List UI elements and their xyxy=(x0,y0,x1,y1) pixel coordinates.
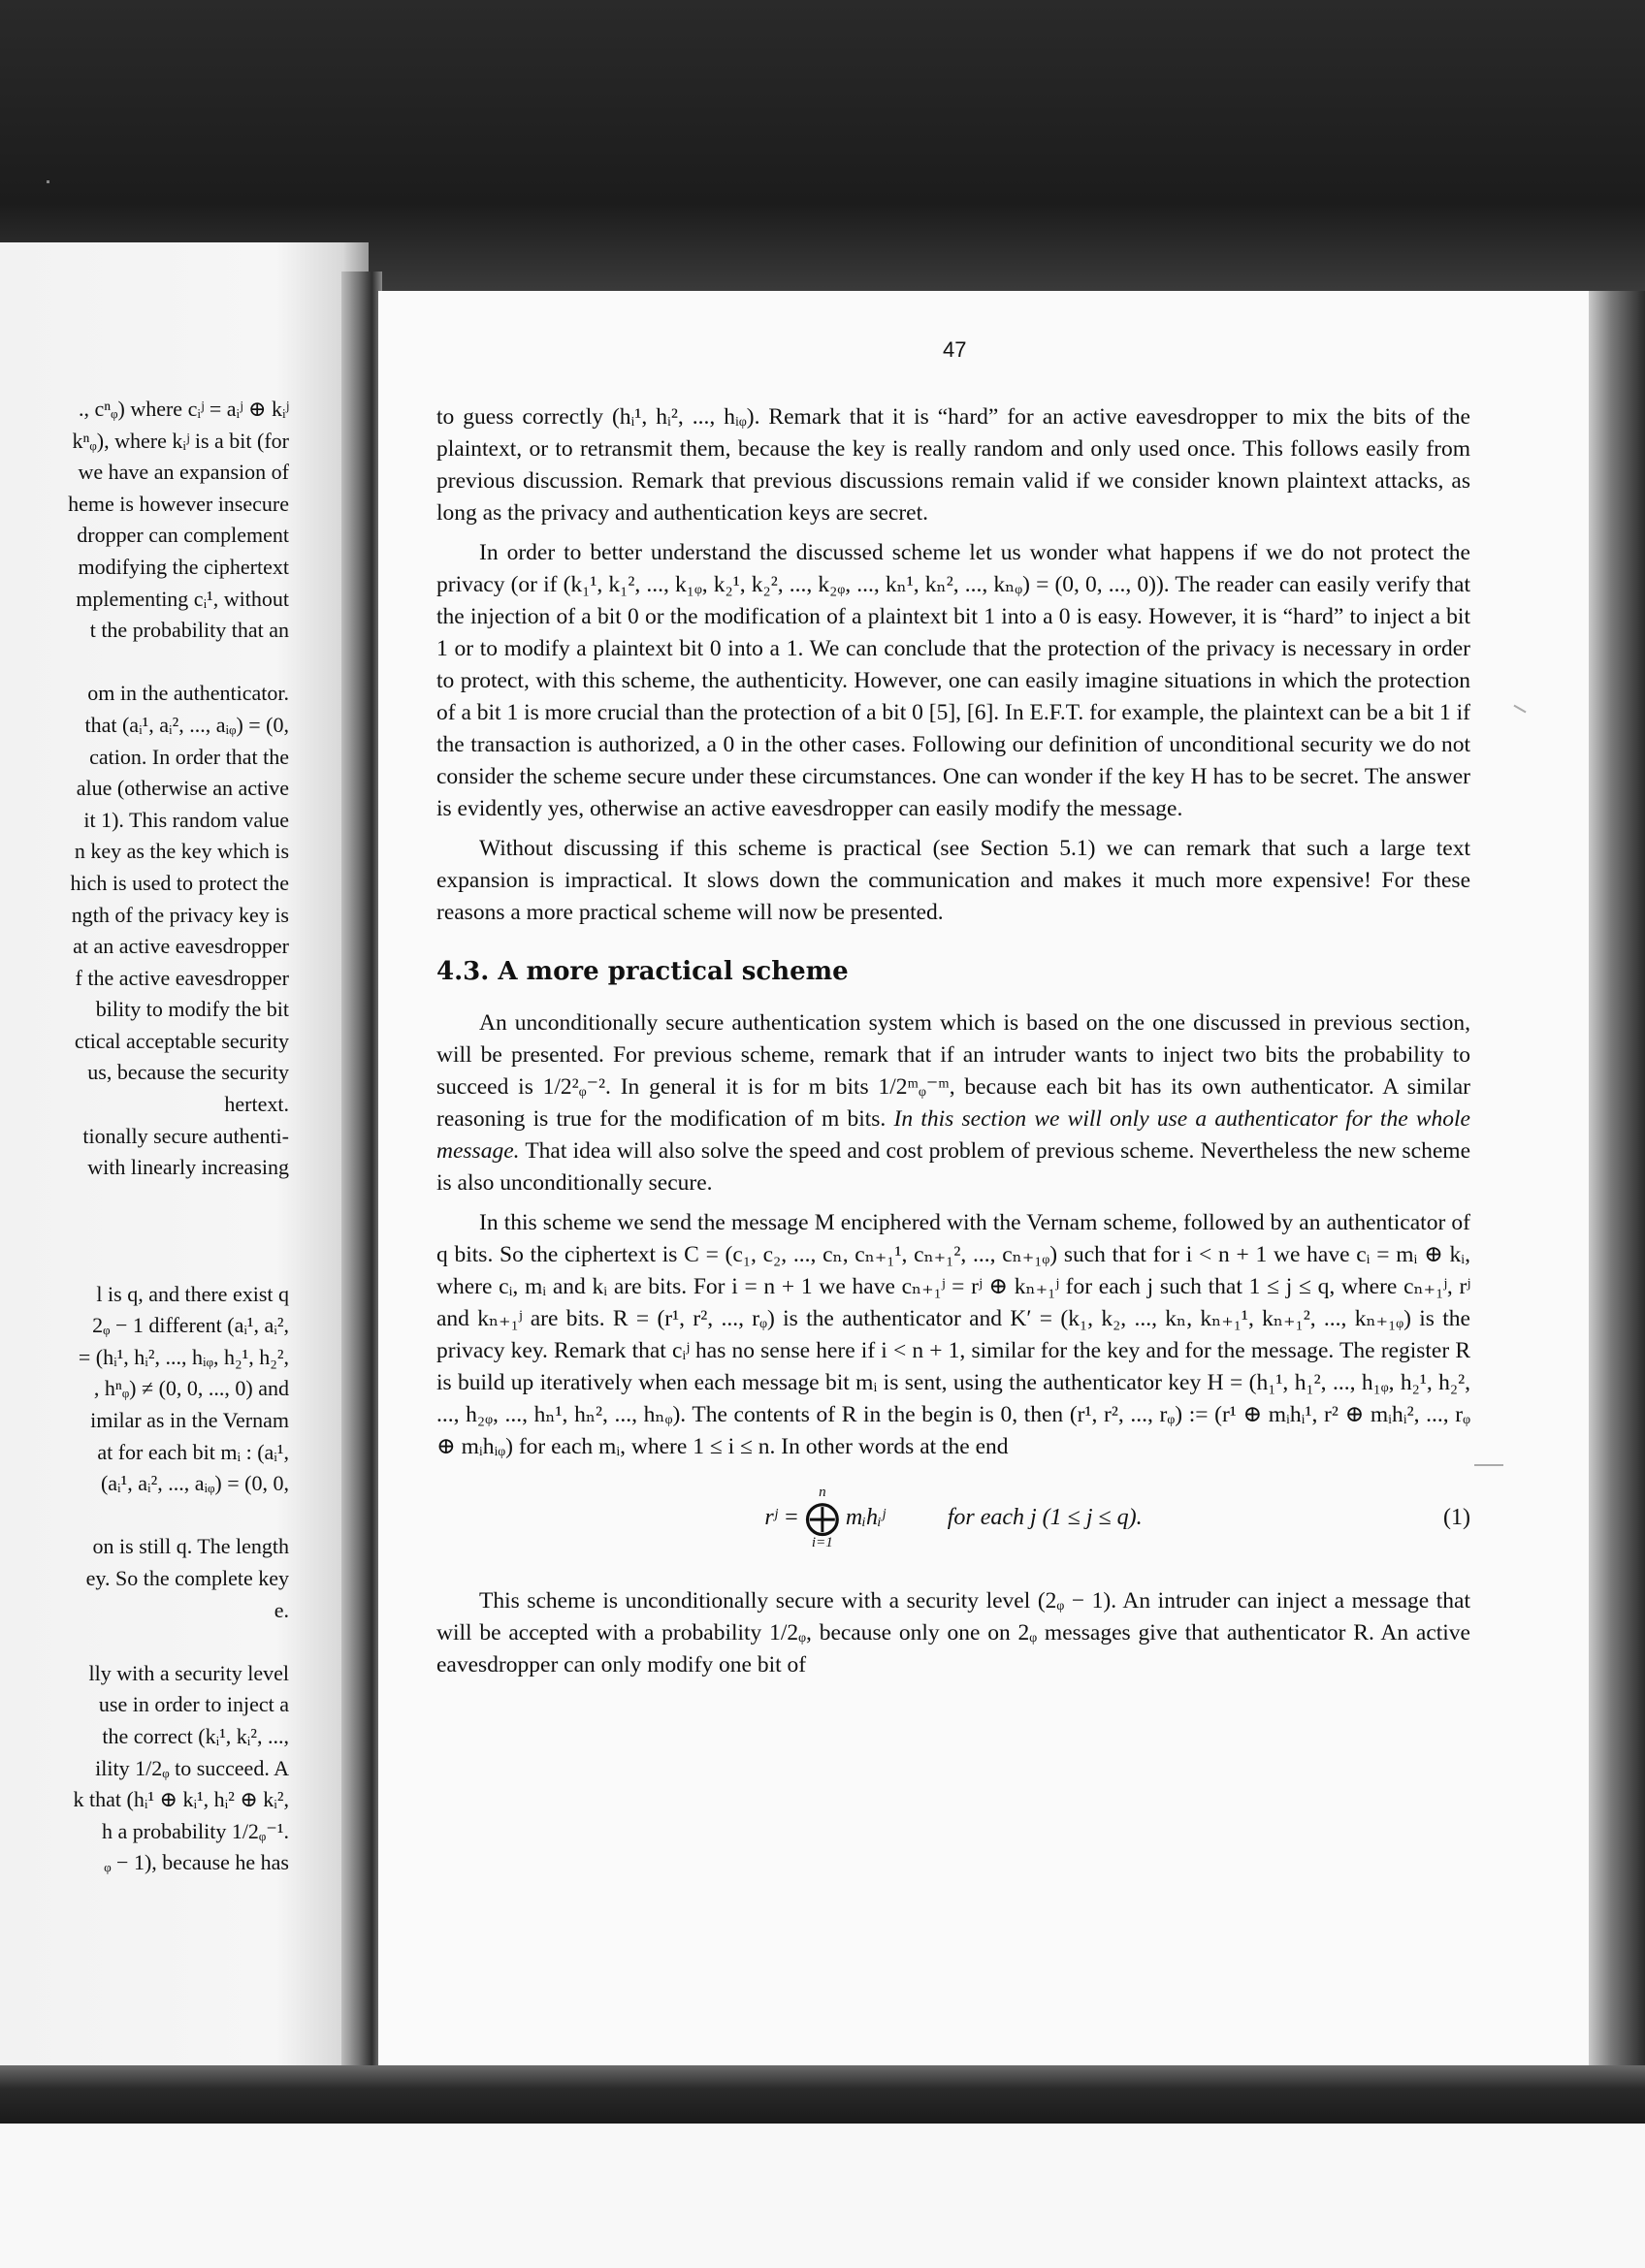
left-page-line: alue (otherwise an active xyxy=(76,776,289,801)
left-page-line: cation. In order that the xyxy=(89,744,289,769)
equation-condition: for each j (1 ≤ j ≤ q). xyxy=(947,1504,1143,1530)
left-page-line: at for each bit mᵢ : (aᵢ¹, xyxy=(97,1439,289,1464)
left-page-line: ctical acceptable security xyxy=(74,1028,289,1053)
scan-margin-bottom xyxy=(0,2124,1645,2268)
intro-tail: That idea will also solve the speed and cost problem of previous scheme. Nevertheless the new scheme is also unconditionally secure. xyxy=(436,1138,1471,1196)
intro-text: An unconditionally secure authentication system which is based on the one discussed in previous section, will be presented. For previous scheme, remark that if an intruder wants to inject two bits the probability to succeed is 1/2²ᵩ⁻². In general it is for m bits 1/2ᵐᵩ⁻ᵐ, because each bit has its own authenticator. A similar reasoning is true for the modification of m bits. xyxy=(436,1010,1470,1132)
left-page-line xyxy=(68,1247,289,1279)
left-page-line: it 1). This random value xyxy=(83,807,289,832)
left-page-line xyxy=(68,1500,289,1532)
left-page-line: l is q, and there exist q xyxy=(96,1281,289,1306)
paragraph-scheme-definition: In this scheme we send the message M enciphered with the Vernam scheme, followed by an authenticator of q bits. So the ciphertext is C = (c₁, c₂, ..., cₙ, cₙ₊₁¹, cₙ₊₁², ..., cₙ₊₁ᵩ) such that for i < n + 1 we have cᵢ = mᵢ ⊕ kᵢ, where cᵢ, mᵢ and kᵢ are bits. For i = n + 1 we have cₙ₊₁ʲ = rʲ ⊕ kₙ₊₁ʲ for each j such that 1 ≤ j ≤ q, where cₙ₊₁ʲ, rʲ and kₙ₊₁ʲ are bits. R = (r¹, r², ..., rᵩ) is the authenticator and K′ = (k₁, k₂, ..., kₙ, kₙ₊₁¹, kₙ₊₁², ..., kₙ₊₁ᵩ) is the privacy key. Remark that cᵢʲ has no sense here if i < n + 1, similar for the key and for the message. The register R is build up iteratively when each message bit mᵢ is sent, using the authenticator key H = (h₁¹, h₁², ..., h₁ᵩ, h₂¹, h₂², ..., h₂ᵩ, ..., hₙ¹, hₙ², ..., hₙᵩ). The contents of R in the begin is 0, then (r¹, r², ..., rᵩ) := (r¹ ⊕ mᵢhᵢ¹, r² ⊕ mᵢhᵢ², ..., rᵩ ⊕ mᵢhᵢᵩ) for each mᵢ, where 1 ≤ i ≤ n. In other words at the end xyxy=(436,1210,1470,1459)
left-page-line: ., cⁿᵩ) where cᵢʲ = aᵢʲ ⊕ kᵢʲ xyxy=(78,397,289,421)
main-text xyxy=(436,401,1470,1689)
left-page-line: e. xyxy=(274,1597,289,1622)
left-page-line: us, because the security xyxy=(87,1060,289,1085)
scan-background-bottom xyxy=(0,2065,1645,2124)
left-page-line: t the probability that an xyxy=(89,618,289,643)
left-page-line: with linearly increasing xyxy=(87,1155,289,1180)
left-page xyxy=(0,242,369,2085)
left-page-line: the correct (kᵢ¹, kᵢ², ..., xyxy=(102,1723,289,1748)
left-page-line: h a probability 1/2ᵩ⁻¹. xyxy=(102,1818,289,1843)
left-page-line xyxy=(68,1626,289,1658)
left-page-line: kⁿᵩ), where kᵢʲ is a bit (for xyxy=(72,428,289,453)
left-page-line: imilar as in the Vernam xyxy=(90,1408,289,1432)
left-page-line: ility 1/2ᵩ to succeed. A xyxy=(95,1755,289,1780)
left-page-line xyxy=(68,647,289,679)
paragraph-new-scheme-intro xyxy=(436,1007,1470,1199)
left-page-line: lly with a security level xyxy=(88,1660,289,1685)
left-page-line xyxy=(68,1215,289,1247)
left-page-line: at an active eavesdropper xyxy=(73,934,289,959)
section-heading: 4.3. A more practical scheme xyxy=(436,957,849,986)
left-page-line: k that (hᵢ¹ ⊕ kᵢ¹, hᵢ² ⊕ kᵢ², xyxy=(73,1787,289,1812)
equation-body: mᵢhᵢʲ xyxy=(845,1504,886,1530)
paragraph-practicality: Without discussing if this scheme is practical (see Section 5.1) we can remark that such a large text expansion is impractical. It slows down the communication and makes it much more expensive! For these reasons a more practical scheme will now be presented. xyxy=(436,836,1470,925)
page-edge-shadow xyxy=(1589,291,1645,2075)
left-page-line: we have an expansion of xyxy=(78,460,289,485)
left-page-line: hertext. xyxy=(224,1092,289,1117)
left-page-line: ᵩ − 1), because he has xyxy=(104,1850,289,1875)
page-number: 47 xyxy=(943,337,967,362)
left-page-line: n key as the key which is xyxy=(74,839,289,864)
scan-speck xyxy=(1474,1464,1503,1466)
operator-lower: i=1 xyxy=(811,1535,833,1550)
left-page-line: that (aᵢ¹, aᵢ², ..., aᵢᵩ) = (0, xyxy=(84,712,289,737)
left-page-line: modifying the ciphertext xyxy=(78,554,289,579)
equation-lhs: rʲ = xyxy=(764,1504,799,1530)
left-page-line: om in the authenticator. xyxy=(87,681,289,706)
book-gutter xyxy=(341,272,382,2075)
left-page-line: ngth of the privacy key is xyxy=(71,902,289,927)
paragraph-security-level: This scheme is unconditionally secure with a security level (2ᵩ − 1). An intruder can inject a message that will be accepted with a probability 1/2ᵩ, because only one on 2ᵩ messages give that authenticator R. An active eavesdropper can only modify one bit of xyxy=(436,1588,1470,1677)
left-page-line: on is still q. The length xyxy=(92,1534,289,1559)
left-page-line: (aᵢ¹, aᵢ², ..., aᵢᵩ) = (0, 0, xyxy=(100,1471,289,1496)
left-page-line: hich is used to protect the xyxy=(70,870,289,895)
left-page-line: f the active eavesdropper xyxy=(75,965,289,990)
equation-1 xyxy=(436,1473,1470,1562)
left-page-line: use in order to inject a xyxy=(98,1692,289,1717)
left-page-line: , hⁿᵩ) ≠ (0, 0, ..., 0) and xyxy=(93,1376,289,1401)
left-page-line: bility to modify the bit xyxy=(95,997,289,1022)
left-page-line: heme is however insecure xyxy=(68,491,289,516)
equation-operator xyxy=(805,1485,840,1550)
left-page-text xyxy=(68,394,289,1879)
paragraph-privacy-discussion: In order to better understand the discussed scheme let us wonder what happens if we do not protect the privacy (or if (k₁¹, k₁², ..., k₁ᵩ, k₂¹, k₂², ..., k₂ᵩ, ..., kₙ¹, kₙ², ..., kₙᵩ) = (0, 0, ..., 0)). The reader can easily verify that the injection of a bit 0 or the modification of a plaintext bit 1 into a 0 is easy. However, it is “hard” to inject a bit 1 or to modify a plaintext bit 0 into a 1. We can conclude that the protection of the privacy is necessary in order to protect, with this scheme, the authenticity. However, one can easily imagine situations in which the protection of a bit 1 is more crucial than the protection of a bit 0 [5], [6]. In E.F.T. for example, the plaintext can be a bit 1 if the transaction is authorized, a 0 in the other cases. Following our definition of unconditional security we do not consider the scheme secure under these circumstances. One can wonder if the key H has to be secret. The answer is evidently yes, otherwise an active eavesdropper can easily modify the message. xyxy=(436,540,1470,821)
left-page-line: ey. So the complete key xyxy=(85,1565,289,1590)
operator-symbol: ⨁ xyxy=(804,1498,840,1537)
operator-upper: n xyxy=(819,1485,826,1500)
left-page-line: mplementing cᵢ¹, without xyxy=(76,586,289,611)
equation-number: (1) xyxy=(1443,1504,1470,1530)
paragraph-continuation: to guess correctly (hᵢ¹, hᵢ², ..., hᵢᵩ). Remark that it is “hard” for an active eavesdropper to mix the bits of the plaintext, or to retransmit them, because the key is really random and only used once. This follows easily from previous discussion. Remark that previous discussions remain valid if we consider known plaintext attacks, as long as the privacy and authentication keys are secret. xyxy=(436,404,1470,526)
scan-speck xyxy=(47,180,49,183)
left-page-line: tionally secure authenti- xyxy=(82,1123,289,1148)
left-page-line: = (hᵢ¹, hᵢ², ..., hᵢᵩ, h₂¹, h₂², xyxy=(78,1344,289,1369)
left-page-line: dropper can complement xyxy=(77,523,289,548)
left-page-line xyxy=(68,1184,289,1216)
intro-emphasis: In this section we will only use a authenticator for the whole message. xyxy=(436,1106,1470,1164)
left-page-line: 2ᵩ − 1 different (aᵢ¹, aᵢ², xyxy=(92,1313,289,1338)
